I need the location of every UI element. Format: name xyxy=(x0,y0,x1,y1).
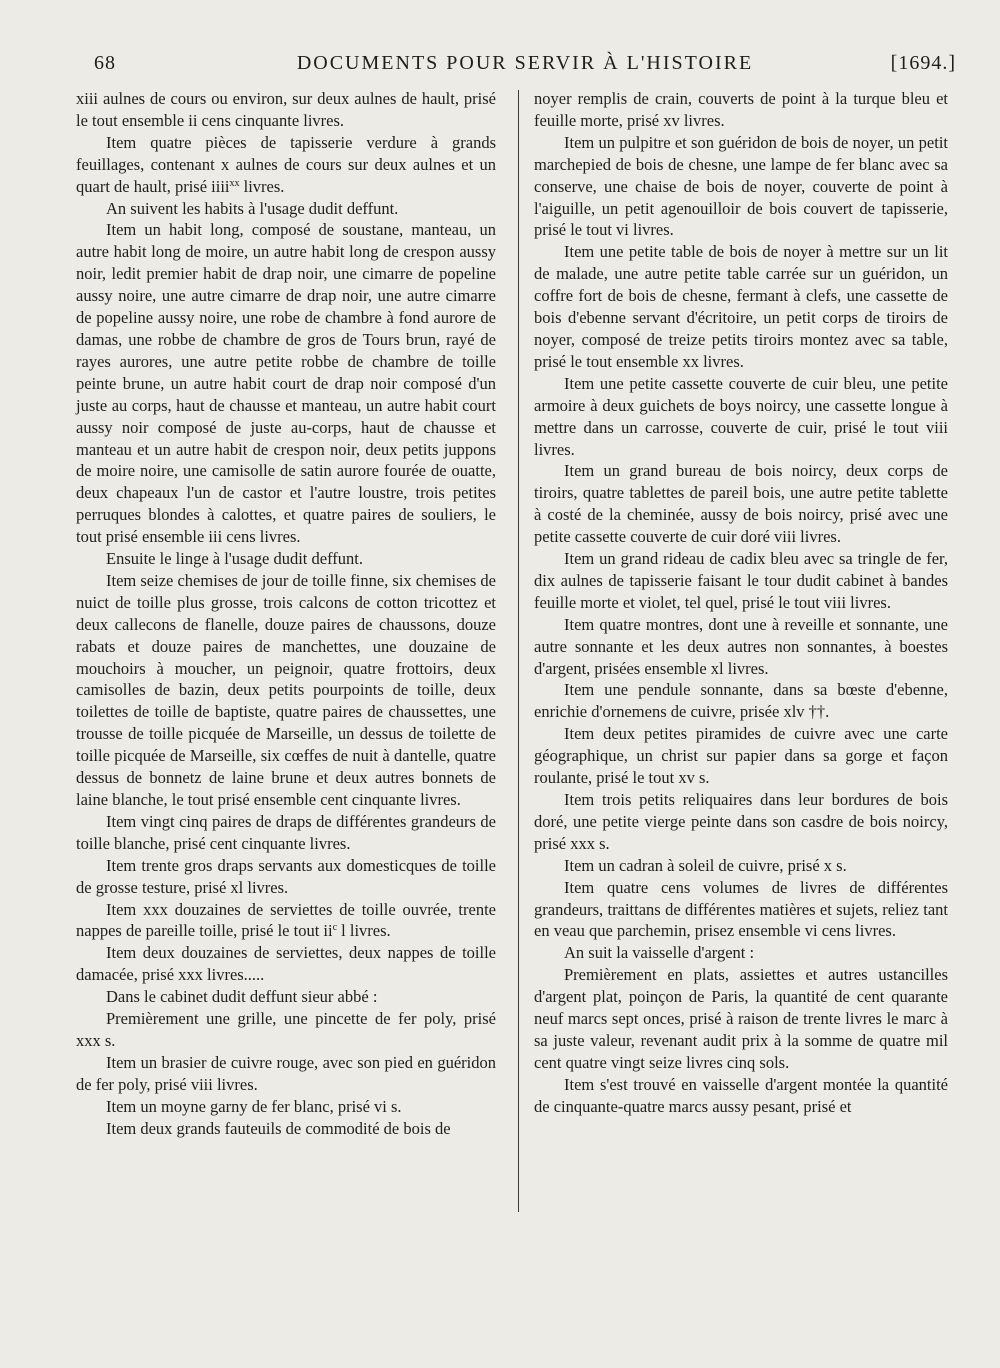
year-marker: [1694.] xyxy=(890,52,956,74)
paragraph: Item deux grands fauteuils de commodité de bois de xyxy=(106,1118,451,1138)
right-column xyxy=(534,88,948,1118)
superscript: c xyxy=(332,922,338,934)
column-divider xyxy=(518,90,519,1212)
paragraph: Item quatre pièces de tapisserie verdure à grands feuillages, contenant x aulnes de cours sur deux aulnes et un quart de hault, prisé iiii$^{xx}$ livres. xyxy=(76,132,496,196)
paragraph: Premièrement en plats, assiettes et autres ustancilles d'argent plat, poinçon de Paris, la quantité de cent quarante neuf marcs sept onces, prisé à raison de trente livres le marc à sa juste valeur, revenant audit prix à la somme de quatre mil cent quatre vingt seize livres cinq sols. xyxy=(534,965,948,1072)
paragraph: Item une pendule sonnante, dans sa bœste d'ebenne, enrichie d'ornemens de cuivre, prisée xlv ††. xyxy=(534,680,948,722)
running-header xyxy=(94,52,956,82)
paragraph: Item trente gros draps servants aux domesticques de toille de grosse testure, prisé xl livres. xyxy=(76,855,496,897)
left-column xyxy=(76,88,496,1140)
paragraph: Item un pulpitre et son guéridon de bois de noyer, un petit marchepied de bois de chesne, une lampe de fer blanc avec sa conserve, une chaise de bois de noyer, couverte de point à l'aiguille, un petit agenouilloir de bois couvert de tapisserie, prisé le tout vi livres. xyxy=(534,132,948,240)
paragraph: Item s'est trouvé en vaisselle d'argent montée la quantité de cinquante-quatre marcs aussy pesant, prisé et xyxy=(534,1074,948,1116)
paragraph: Item un cadran à soleil de cuivre, prisé x s. xyxy=(564,855,847,875)
paragraph: Item un brasier de cuivre rouge, avec son pied en guéridon de fer poly, prisé viii livres. xyxy=(76,1052,496,1094)
paragraph: Item xxx douzaines de serviettes de toille ouvrée, trente nappes de pareille toille, prisé le tout $ii^c$ l livres. xyxy=(76,899,496,941)
paragraph: Item trois petits reliquaires dans leur bordures de bois doré, une petite vierge peinte dans son casdre de bois noircy, prisé xxx s. xyxy=(534,790,948,853)
paragraph: Item deux petites piramides de cuivre avec une carte géographique, un christ sur papier dans sa gorge et façon roulante, prisé le tout xv s. xyxy=(534,724,948,788)
paragraph: Item une petite table de bois de noyer à mettre sur un lit de malade, une autre petite table carrée sur un guéridon, un coffre fort de bois de chesne, fermant à clefs, une cassette de bois d'ebenne servant d'écritoire, un petit corps de tiroirs de noyer, composé de treize petits tiroirs montez avec sa table, prisé le tout ensemble xx livres. xyxy=(534,242,948,371)
paragraph: Item quatre cens volumes de livres de différentes grandeurs, traittans de différentes matières et sujets, reliez tant en veau que parchemin, prisez ensemble vi cens livres. xyxy=(534,877,948,941)
running-title: DOCUMENTS POUR SERVIR À L'HISTOIRE xyxy=(296,52,754,74)
page-number: 68 xyxy=(94,52,116,74)
paragraph: Item un grand rideau de cadix bleu avec sa tringle de fer, dix aulnes de tapisserie faisant le tour dudit cabinet à bandes feuille morte et violet, tel quel, prisé le tout viii livres. xyxy=(534,549,948,612)
paragraph: Ensuite le linge à l'usage dudit deffunt. xyxy=(106,549,363,569)
paragraph: Item un habit long, composé de soustane, manteau, un autre habit long de moire, un autre habit long de crespon aussy noir, ledit premier habit de drap noir, une cimarre de popeline aussy noire, une autre cimarre de drap noir, une autre cimarre de popeline aussy noire, une robe de chambre à fond aurore de damas, une robbe de chambre de gros de Tours brun, rayé de rayes aurores, une autre petite robbe de chambre de toille peinte brune, un autre habit court de drap noir composé d'un juste au corps, haut de chausse et manteau, un autre habit court aussy noir composé de juste au-corps, haut de chausse et manteau et un autre habit de crespon noir, deux petits juppons de moire noire, une camisolle de satin aurore fourée de ouatte, deux chapeaux l'un de castor et l'autre loustre, trois petites perruques blondes à calottes, et quatre paires de souliers, le tout prisé ensemble iii cens livres. xyxy=(76,220,496,547)
paragraph: Item une petite cassette couverte de cuir bleu, une petite armoire à deux guichets de boys noircy, une cassette longue à mettre dans un carrosse, couverte de cuir, prisé le tout viii livres. xyxy=(534,373,948,459)
paragraph: An suit la vaisselle d'argent : xyxy=(564,943,755,963)
paragraph: Premièrement une grille, une pincette de fer poly, prisé xxx s. xyxy=(76,1009,496,1050)
paragraph: Item quatre montres, dont une à reveille et sonnante, une autre sonnante et les deux autres non sonnantes, à boestes d'argent, prisées ensemble xl livres. xyxy=(534,614,948,678)
paragraph: Item un moyne garny de fer blanc, prisé vi s. xyxy=(106,1096,402,1116)
paragraph: Item seize chemises de jour de toille finne, six chemises de nuict de toille plus grosse, trois calcons de cotton tricottez et deux callecons de flanelle, douze paires de chaussons, douze rabats et douze paires de manchettes, une douzaine de mouchoirs à moucher, un peignoir, quatre frottoirs, deux camisolles de bazin, deux petits pourpoints de toille, deux toilettes de toille de baptiste, quatre paires de chaussettes, une trousse de toille picquée de Marseille, un dessus de toilette de toille picquée de Marseille, six cœffes de nuit à dantelle, quatre dessus de bonnetz de laine brune et deux autres bonnets de laine blanche, le tout prisé ensemble cent cinquante livres. xyxy=(76,570,496,809)
paragraph: noyer remplis de crain, couverts de point à la turque bleu et feuille morte, prisé xv livres. xyxy=(534,89,948,130)
paragraph: Dans le cabinet dudit deffunt sieur abbé : xyxy=(106,987,378,1007)
paragraph: An suivent les habits à l'usage dudit deffunt. xyxy=(106,198,399,218)
superscript: xx xyxy=(229,177,240,189)
paragraph: xiii aulnes de cours ou environ, sur deux aulnes de hault, prisé le tout ensemble ii cens cinquante livres. xyxy=(76,89,496,130)
paragraph: Item un grand bureau de bois noircy, deux corps de tiroirs, quatre tablettes de pareil bois, une autre petite tablette à costé de la cheminée, aussy de bois noircy, prisé avec une petite cassette couverte de cuir doré viii livres. xyxy=(534,461,948,547)
paragraph: Item vingt cinq paires de draps de différentes grandeurs de toille blanche, prisé cent cinquante livres. xyxy=(76,811,496,853)
paragraph: Item deux douzaines de serviettes, deux nappes de toille damacée, prisé xxx livres..... xyxy=(76,943,496,985)
